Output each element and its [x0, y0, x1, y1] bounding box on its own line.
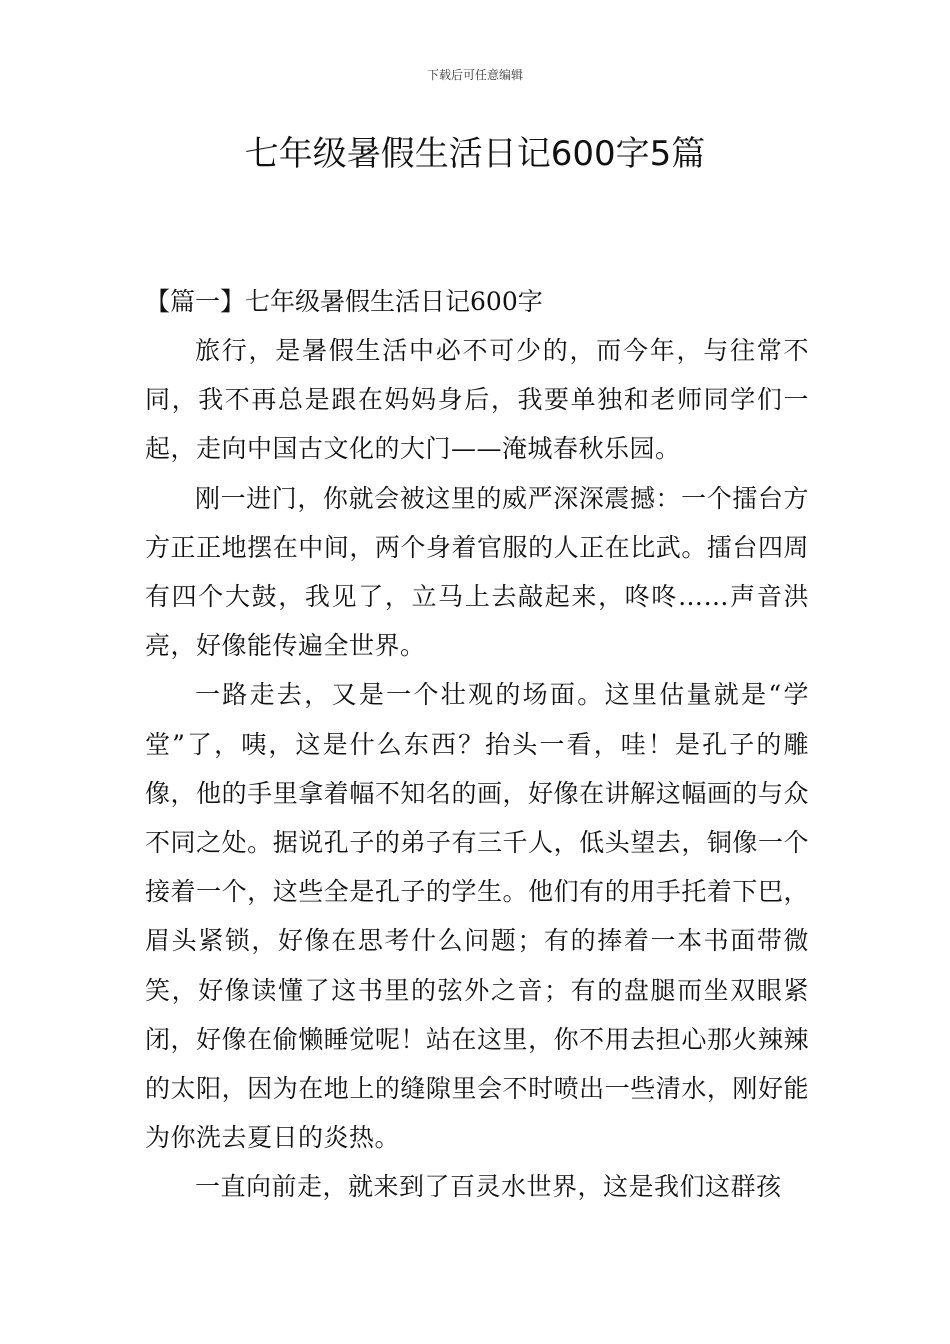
section-heading: 【篇一】七年级暑假生活日记600字	[145, 287, 543, 316]
document-title: 七年级暑假生活日记600字5篇	[244, 134, 706, 174]
paragraph-4: 一直向前走，就来到了百灵水世界，这是我们这群孩	[195, 1172, 782, 1202]
header-note: 下载后可任意编辑	[426, 68, 523, 82]
paragraph-1: 旅行，是暑假生活中必不可少的，而今年，与往常不同，我不再总是跟在妈妈身后，我要单独和老师同学们一起，走向中国古文化的大门——淹城春秋乐园。	[145, 336, 809, 464]
paragraph-2: 刚一进门，你就会被这里的威严深深震撼：一个擂台方方正正地摆在中间，两个身着官服的人正在比武。擂台四周有四个大鼓，我见了，立马上去敲起来，咚咚……声音洪亮，好像能传遍全世界。	[145, 483, 809, 661]
article-section	[145, 278, 809, 1212]
paragraph-3: 一路走去，又是一个壮观的场面。这里估量就是“学堂”了，咦，这是什么东西？抬头一看，哇！是孔子的雕像，他的手里拿着幅不知名的画，好像在讲解这幅画的与众不同之处。据说孔子的弟子有三千人，低头望去，铜像一个接着一个，这些全是孔子的学生。他们有的用手托着下巴，眉头紧锁，好像在思考什么问题；有的捧着一本书面带微笑，好像读懂了这书里的弦外之音；有的盘腿而坐双眼紧闭，好像在偷懒睡觉呢！站在这里，你不用去担心那火辣辣的太阳，因为在地上的缝隙里会不时喷出一些清水，刚好能为你洗去夏日的炎热。	[145, 680, 809, 1153]
